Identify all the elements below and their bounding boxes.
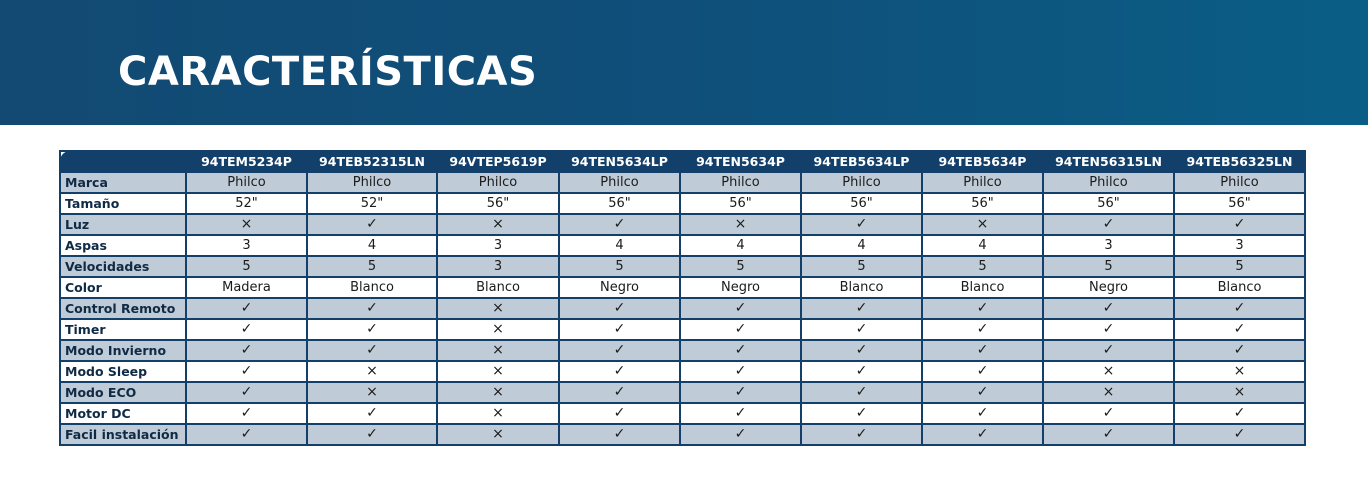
table-cell: 5 (307, 256, 437, 277)
model-header: 94TEM5234P (186, 151, 307, 172)
row-label: Modo Invierno (60, 340, 186, 361)
check-icon: ✓ (680, 319, 801, 340)
table-cell: 3 (1174, 235, 1305, 256)
table-cell: Philco (1174, 172, 1305, 193)
model-header: 94TEN5634LP (559, 151, 680, 172)
table-cell: 5 (801, 256, 922, 277)
table-cell: 5 (680, 256, 801, 277)
table-cell: 4 (559, 235, 680, 256)
row-label: Facil instalación (60, 424, 186, 445)
table-row (60, 256, 1305, 277)
check-icon: ✓ (922, 403, 1043, 424)
cross-icon: × (186, 214, 307, 235)
cross-icon: × (437, 340, 559, 361)
check-icon: ✓ (186, 319, 307, 340)
specs-table-body (60, 172, 1305, 445)
table-cell: Negro (1043, 277, 1174, 298)
check-icon: ✓ (1174, 298, 1305, 319)
check-icon: ✓ (307, 403, 437, 424)
table-cell: Negro (559, 277, 680, 298)
table-cell: Blanco (1174, 277, 1305, 298)
table-row (60, 361, 1305, 382)
check-icon: ✓ (1043, 319, 1174, 340)
header-corner-cell (60, 151, 186, 172)
model-header: 94TEN56315LN (1043, 151, 1174, 172)
header-banner (0, 0, 1368, 125)
row-label: Color (60, 277, 186, 298)
table-cell: 56" (1174, 193, 1305, 214)
check-icon: ✓ (1043, 424, 1174, 445)
table-header-row (60, 151, 1305, 172)
row-label: Aspas (60, 235, 186, 256)
table-cell: 56" (922, 193, 1043, 214)
table-cell: Philco (186, 172, 307, 193)
row-label: Marca (60, 172, 186, 193)
table-cell: 4 (680, 235, 801, 256)
table-cell: 4 (801, 235, 922, 256)
table-cell: Philco (1043, 172, 1174, 193)
check-icon: ✓ (559, 214, 680, 235)
specs-table (59, 150, 1306, 446)
check-icon: ✓ (680, 403, 801, 424)
table-cell: 4 (922, 235, 1043, 256)
cross-icon: × (437, 214, 559, 235)
check-icon: ✓ (186, 382, 307, 403)
row-label: Luz (60, 214, 186, 235)
table-row (60, 214, 1305, 235)
table-cell: 5 (1043, 256, 1174, 277)
table-cell: 3 (186, 235, 307, 256)
table-cell: 3 (437, 256, 559, 277)
table-cell: Blanco (801, 277, 922, 298)
table-row (60, 235, 1305, 256)
check-icon: ✓ (801, 382, 922, 403)
table-cell: 52" (186, 193, 307, 214)
check-icon: ✓ (680, 382, 801, 403)
row-label: Tamaño (60, 193, 186, 214)
table-cell: Philco (680, 172, 801, 193)
table-cell: Blanco (922, 277, 1043, 298)
check-icon: ✓ (801, 403, 922, 424)
check-icon: ✓ (307, 214, 437, 235)
check-icon: ✓ (186, 361, 307, 382)
model-header: 94TEB5634P (922, 151, 1043, 172)
table-row (60, 382, 1305, 403)
page-title: CARACTERÍSTICAS (118, 49, 538, 95)
model-header: 94TEB5634LP (801, 151, 922, 172)
check-icon: ✓ (680, 340, 801, 361)
table-cell: 52" (307, 193, 437, 214)
table-cell: Philco (801, 172, 922, 193)
check-icon: ✓ (801, 361, 922, 382)
table-cell: 3 (1043, 235, 1174, 256)
table-cell: 56" (437, 193, 559, 214)
cross-icon: × (437, 298, 559, 319)
row-label: Timer (60, 319, 186, 340)
table-cell: Philco (922, 172, 1043, 193)
check-icon: ✓ (307, 340, 437, 361)
cross-icon: × (1043, 361, 1174, 382)
check-icon: ✓ (186, 424, 307, 445)
table-cell: 56" (801, 193, 922, 214)
cross-icon: × (437, 361, 559, 382)
cross-icon: × (437, 424, 559, 445)
table-cell: Negro (680, 277, 801, 298)
check-icon: ✓ (186, 403, 307, 424)
row-label: Modo Sleep (60, 361, 186, 382)
check-icon: ✓ (1174, 319, 1305, 340)
check-icon: ✓ (559, 298, 680, 319)
table-cell: 4 (307, 235, 437, 256)
cross-icon: × (307, 361, 437, 382)
check-icon: ✓ (922, 340, 1043, 361)
cross-icon: × (922, 214, 1043, 235)
check-icon: ✓ (1174, 403, 1305, 424)
check-icon: ✓ (1043, 403, 1174, 424)
table-cell: Philco (559, 172, 680, 193)
row-label: Modo ECO (60, 382, 186, 403)
table-row (60, 277, 1305, 298)
table-cell: 5 (1174, 256, 1305, 277)
check-icon: ✓ (1174, 214, 1305, 235)
check-icon: ✓ (307, 424, 437, 445)
check-icon: ✓ (1174, 424, 1305, 445)
cross-icon: × (1174, 361, 1305, 382)
table-cell: Madera (186, 277, 307, 298)
table-row (60, 403, 1305, 424)
table-cell: 5 (922, 256, 1043, 277)
check-icon: ✓ (186, 298, 307, 319)
check-icon: ✓ (801, 340, 922, 361)
check-icon: ✓ (307, 298, 437, 319)
cross-icon: × (680, 214, 801, 235)
table-cell: 5 (186, 256, 307, 277)
check-icon: ✓ (559, 361, 680, 382)
cross-icon: × (1174, 382, 1305, 403)
check-icon: ✓ (680, 298, 801, 319)
check-icon: ✓ (1043, 214, 1174, 235)
row-label: Motor DC (60, 403, 186, 424)
table-row (60, 172, 1305, 193)
check-icon: ✓ (922, 424, 1043, 445)
check-icon: ✓ (922, 298, 1043, 319)
check-icon: ✓ (186, 340, 307, 361)
check-icon: ✓ (680, 424, 801, 445)
check-icon: ✓ (1174, 340, 1305, 361)
table-row (60, 319, 1305, 340)
check-icon: ✓ (922, 382, 1043, 403)
check-icon: ✓ (307, 319, 437, 340)
table-row (60, 298, 1305, 319)
cross-icon: × (437, 319, 559, 340)
table-row (60, 424, 1305, 445)
check-icon: ✓ (1043, 340, 1174, 361)
table-cell: 56" (680, 193, 801, 214)
table-cell: Philco (437, 172, 559, 193)
row-label: Control Remoto (60, 298, 186, 319)
check-icon: ✓ (801, 424, 922, 445)
check-icon: ✓ (680, 361, 801, 382)
check-icon: ✓ (801, 214, 922, 235)
check-icon: ✓ (559, 403, 680, 424)
check-icon: ✓ (559, 319, 680, 340)
table-row (60, 193, 1305, 214)
cross-icon: × (307, 382, 437, 403)
table-cell: Philco (307, 172, 437, 193)
cross-icon: × (437, 403, 559, 424)
model-header: 94TEN5634P (680, 151, 801, 172)
check-icon: ✓ (1043, 298, 1174, 319)
model-header: 94TEB52315LN (307, 151, 437, 172)
table-cell: 56" (1043, 193, 1174, 214)
table-cell: 5 (559, 256, 680, 277)
check-icon: ✓ (801, 298, 922, 319)
check-icon: ✓ (922, 361, 1043, 382)
check-icon: ✓ (922, 319, 1043, 340)
check-icon: ✓ (559, 424, 680, 445)
row-label: Velocidades (60, 256, 186, 277)
check-icon: ✓ (559, 340, 680, 361)
check-icon: ✓ (559, 382, 680, 403)
model-header: 94VTEP5619P (437, 151, 559, 172)
model-header: 94TEB56325LN (1174, 151, 1305, 172)
table-cell: 3 (437, 235, 559, 256)
table-cell: 56" (559, 193, 680, 214)
table-cell: Blanco (437, 277, 559, 298)
check-icon: ✓ (801, 319, 922, 340)
cross-icon: × (437, 382, 559, 403)
table-cell: Blanco (307, 277, 437, 298)
cross-icon: × (1043, 382, 1174, 403)
table-row (60, 340, 1305, 361)
